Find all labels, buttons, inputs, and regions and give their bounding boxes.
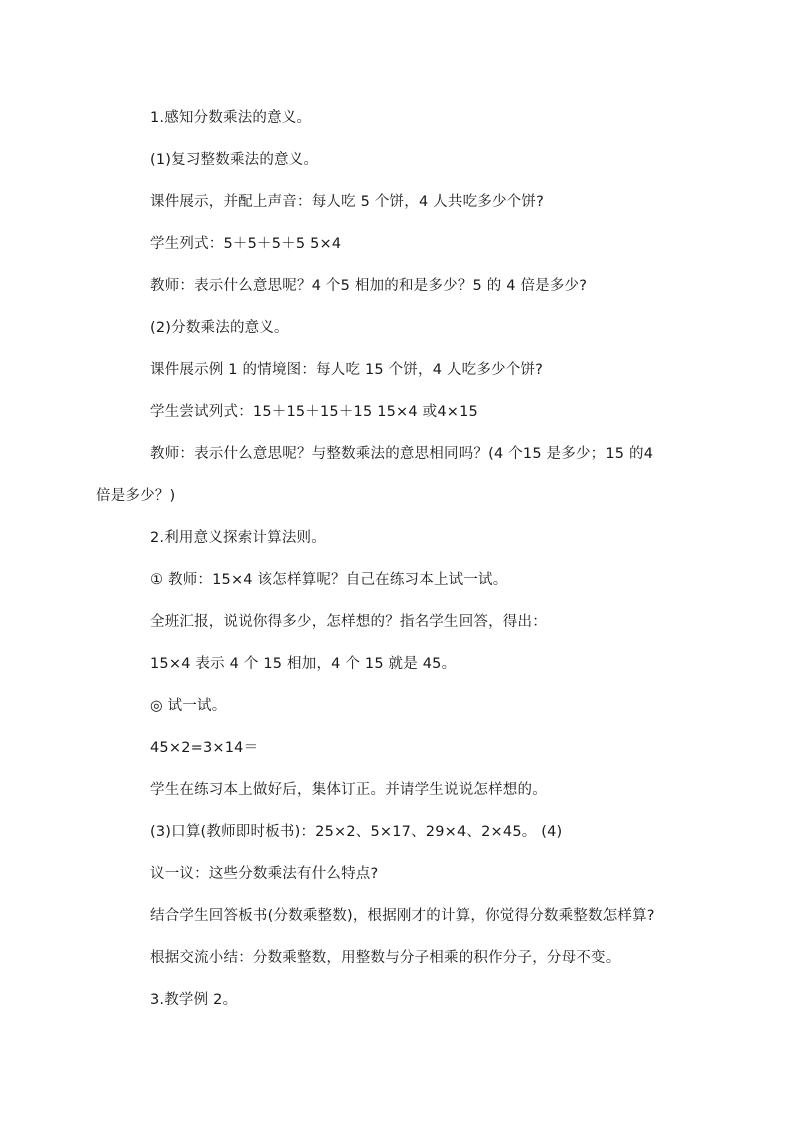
paragraph-line: 议一议：这些分数乘法有什么特点?	[150, 866, 379, 882]
heading-1: 1.感知分数乘法的意义。	[150, 110, 312, 126]
subheading-1: (1)复习整数乘法的意义。	[150, 152, 319, 168]
paragraph-line: 学生尝试列式：15＋15＋15＋15 15×4 或4×15	[150, 404, 478, 420]
paragraph-line: 教师：表示什么意思呢？与整数乘法的意思相同吗？(4 个15 是多少；15 的4	[150, 446, 654, 462]
subheading-2: (2)分数乘法的意义。	[150, 320, 289, 336]
paragraph-line: (3)口算(教师即时板书)：25×2、5×17、29×4、2×45。 (4)	[150, 824, 563, 840]
paragraph-line: ◎ 试一试。	[150, 698, 227, 714]
paragraph-line: 结合学生回答板书(分数乘整数)，根据刚才的计算，你觉得分数乘整数怎样算?	[150, 908, 655, 924]
paragraph-line: 课件展示，并配上声音：每人吃 5 个饼，4 人共吃多少个饼?	[150, 194, 544, 210]
paragraph-line: 教师：表示什么意思呢？4 个5 相加的和是多少？5 的 4 倍是多少?	[150, 278, 588, 294]
paragraph-line: 课件展示例 1 的情境图：每人吃 15 个饼，4 人吃多少个饼?	[150, 362, 544, 378]
paragraph-line: 15×4 表示 4 个 15 相加，4 个 15 就是 45。	[150, 656, 457, 672]
heading-3: 3.教学例 2。	[150, 992, 238, 1008]
paragraph-line: ① 教师：15×4 该怎样算呢？自己在练习本上试一试。	[150, 572, 508, 588]
paragraph-line: 学生列式：5＋5＋5＋5 5×4	[150, 236, 342, 252]
paragraph-line: 学生在练习本上做好后，集体订正。并请学生说说怎样想的。	[150, 782, 547, 798]
paragraph-line-continued: 倍是多少？)	[96, 488, 176, 504]
paragraph-line: 45×2=3×14＝	[150, 740, 259, 756]
heading-2: 2.利用意义探索计算法则。	[150, 530, 326, 546]
paragraph-line: 根据交流小结：分数乘整数，用整数与分子相乘的积作分子，分母不变。	[150, 950, 621, 966]
paragraph-line: 全班汇报，说说你得多少，怎样想的？指名学生回答，得出：	[150, 614, 547, 630]
